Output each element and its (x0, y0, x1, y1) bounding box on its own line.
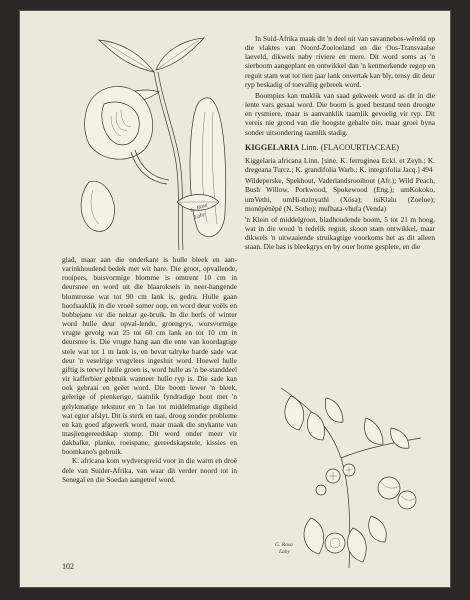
page-number: 102 (62, 562, 74, 571)
sausage-tree-illustration (59, 32, 234, 252)
left-text-column (62, 255, 237, 484)
section-heading (245, 143, 435, 152)
paragraph: glad, maar aan die onderkant is hulle bleek en aan-varinkhoudend bedek met wit hare. Die groot, opvallende, rooipers, buisvormige blomme is omtrent 10 cm in deursnee en word uit die blaaroksels in neer-hangende blomtrosse wat tot 90 cm lank is, gedra. Hulle gaan hoofsaaklik in die vroeë somer oop, en word deur voëls en bobbejane vir die nektar ge-bruik. In die herfs of winter word hulle deur opval-lende, groengrys, worsvormige vrugte gevolg wat 25 tot 60 cm lank en tot 10 cm in deursnee is. Die vrugte hang aan die ente van koordagtige stele wat tot 1 m lank is, en bevat talryke harde sade wat deur 'n veselrige vrugvlees ingesluit word. Hoewel hulle giftig is terwyl hulle groen is, word hulle as 'n be-standdeel vir kafferbier gebruik wanneer hulle ryp is. Die sade kan ook gebraai en geëet word. Die boom lewer 'n bleek, gelerige of pienkerige, taamlik fyndradige hout met 'n gelykmatige tekstuur en 'n lae tot middelmatige digtheid wat egter afslyt. Dit is sterk en taai, droog sonder probleme en kan goed afgewerk word, maar maak die snykante van masjiengereedskap stomp. Dit word onder meer vir dakbalke, planke, roeispane, gereedskapstele, kissies en boomkano's gebruik. (62, 255, 237, 457)
svg-text:Laby: Laby (279, 549, 290, 555)
species-citation: Kiggelaria africana Linn. [sine. K. ferruginea Eckl. et Zeyh.; K. dregeana Turcz.; K. grandifolia Warb.; K. integrifolia Jacq.] 494 (245, 155, 435, 175)
svg-text:G. Rosa: G. Rosa (275, 542, 293, 548)
common-names: Wildeperske, Spekhout, Vaderlandsrooihout (Afr.); Wild Peach, Bush Willow, Porkwood, Spokewood (Eng.); umKokoko, umVethi, umHi-nzinyathi (Xósa); isiKlalu (Zoeloe); monêpènêpé (N. Sotho); mufhata-vhufa (Venda) (245, 176, 435, 213)
paragraph: K. africana kom wydverspreid voor in die warm en droë dele van Suider-Afrika, van waar dit verder noord tot in Senegal en die Soedan aangetref word. (62, 456, 237, 484)
heading-genus: KIGGELARIA (245, 142, 300, 152)
svg-text:Laby: Laby (193, 211, 207, 221)
right-text-column (245, 34, 435, 251)
paragraph: 'n Klein of middelgroot, bladhoudende boom, 5 tot 21 m hoog, wat in die woud 'n redelik reguit, skoon stam ontwikkel, maar dikwels 'n uitwaaiende struikagtige voorkoms het as dit alleen staan. Die bas is bleekgrys en by ouer bome gesplete, en die (245, 214, 435, 252)
book-page (19, 10, 451, 588)
kiggelaria-illustration (271, 378, 431, 573)
svg-text:G. Rosa: G. Rosa (189, 202, 209, 214)
paragraph: In Suid-Afrika maak dit 'n deel uit van savannebos-wêreld op die vlaktes van Noord-Zoeloeland en die Oos-Transvaalse laeveld, dikwels naby riviere en mere. Dit word soms as 'n sierboom aangeplant en ontwikkel dan 'n kenmerkende regop en reguit stam wat tot tien jaar lank onvertak kan bly, tensy dit deur ryp beskadig of toevallig gebreek word. (245, 34, 435, 89)
paragraph: Boompies kan maklik van saad gekweek word as dit in die lente vars gesaai word. Die boom is goed bestand teen droogte en rysmiere, maar is aanvanklik taamlik gevoelig vir ryp. Dit vereis nie grond van die hoogste gehalte nie, maar groei byna sonder uitsondering taamlik stadig. (245, 90, 435, 137)
heading-family: Linn. (FLACOURTIACEAE) (299, 142, 399, 152)
